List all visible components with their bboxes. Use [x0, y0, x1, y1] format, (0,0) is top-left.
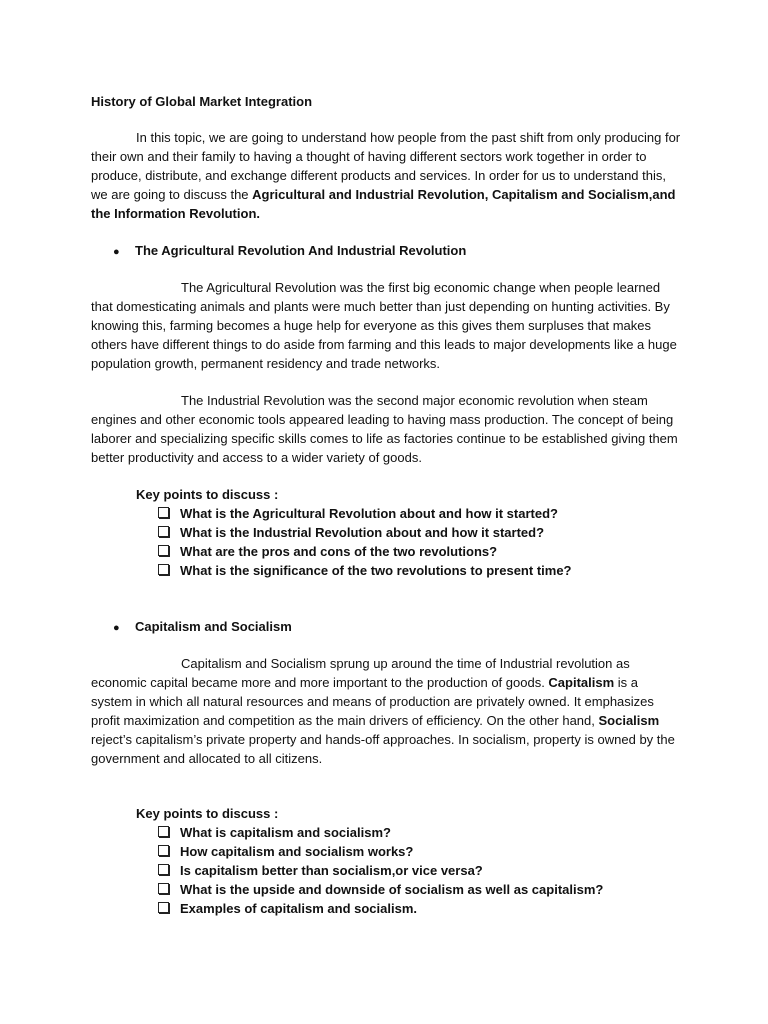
agricultural-paragraph: The Agricultural Revolution was the first big economic change when people learned that domesticating animals and plants were much better than just depending on hunting activities. By knowing this, farming becomes a huge help for everyone as this gives them surpluses that makes others have different things to do aside from farming and this leads to major developments like a huge population growth, permanent residency and trade networks.: [91, 280, 677, 371]
list-item: [158, 504, 572, 523]
list-item: [158, 842, 603, 861]
intro-bold-text: Agricultural and Industrial Revolution, Capitalism and Socialism,and the Information Revolution.: [91, 187, 676, 221]
checkbox-icon: [158, 526, 169, 537]
capitalism-text-c: reject’s capitalism’s private property and hands-off approaches. In socialism, property is owned by the government and allocated to all citizens.: [91, 732, 675, 766]
list-item-text: What is the significance of the two revolutions to present time?: [180, 563, 572, 578]
capitalism-paragraph: [91, 654, 681, 768]
checkbox-icon: [158, 845, 169, 856]
key-points-list-2: [158, 823, 603, 918]
capitalism-text-a: Capitalism and Socialism sprung up around the time of Industrial revolution as economic capital became more and more important to the production of goods.: [91, 656, 630, 690]
list-item: [158, 542, 572, 561]
list-item: [158, 523, 572, 542]
list-item-text: What is the upside and downside of socialism as well as capitalism?: [180, 882, 604, 897]
list-item-text: What is capitalism and socialism?: [180, 825, 391, 840]
checkbox-icon: [158, 826, 169, 837]
section-heading-capitalism: [113, 617, 292, 638]
key-points-title-2: Key points to discuss :: [136, 806, 279, 821]
industrial-paragraph: The Industrial Revolution was the second major economic revolution when steam engines and other economic tools appeared leading to having mass production. The concept of being laborer and specializing specific skills comes to life as factories continue to be established giving them better productivity and access to a wider variety of goods.: [91, 393, 678, 465]
page-title: History of Global Market Integration: [91, 94, 313, 109]
list-item: [158, 899, 603, 918]
intro-text: In this topic, we are going to understand how people from the past shift from only producing for their own and their family to having a thought of having different sectors work together in order to produce, distribute, and exchange different products and services. In order for us to understand this, we are going to discuss the: [91, 130, 681, 202]
checkbox-icon: [158, 902, 169, 913]
list-item: [158, 561, 572, 580]
list-item: [158, 823, 603, 842]
list-item-text: What is the Industrial Revolution about and how it started?: [180, 525, 545, 540]
socialism-term: Socialism: [598, 713, 660, 728]
checkbox-icon: [158, 883, 169, 894]
list-item-text: What are the pros and cons of the two revolutions?: [180, 544, 498, 559]
checkbox-icon: [158, 507, 169, 518]
key-points-list-1: [158, 504, 572, 580]
list-item-text: Is capitalism better than socialism,or vice versa?: [180, 863, 483, 878]
list-item: [158, 880, 603, 899]
bullet-icon: ●: [113, 246, 120, 258]
list-item-text: What is the Agricultural Revolution about and how it started?: [180, 506, 558, 521]
list-item-text: How capitalism and socialism works?: [180, 844, 414, 859]
checkbox-icon: [158, 545, 169, 556]
section-heading-revolutions: [113, 241, 466, 262]
intro-paragraph: [91, 128, 681, 223]
section2-heading-text: Capitalism and Socialism: [135, 619, 292, 634]
capitalism-text-b: is a system in which all natural resources and means of production are privately owned. It emphasizes profit maximization and competition as the main drivers of efficiency. On the other hand,: [91, 675, 654, 728]
bullet-icon: ●: [113, 622, 120, 634]
list-item: [158, 861, 603, 880]
section1-heading-text: The Agricultural Revolution And Industrial Revolution: [135, 243, 467, 258]
key-points-title-1: Key points to discuss :: [136, 487, 279, 502]
capitalism-term: Capitalism: [548, 675, 615, 690]
checkbox-icon: [158, 864, 169, 875]
checkbox-icon: [158, 564, 169, 575]
list-item-text: Examples of capitalism and socialism.: [180, 901, 417, 916]
